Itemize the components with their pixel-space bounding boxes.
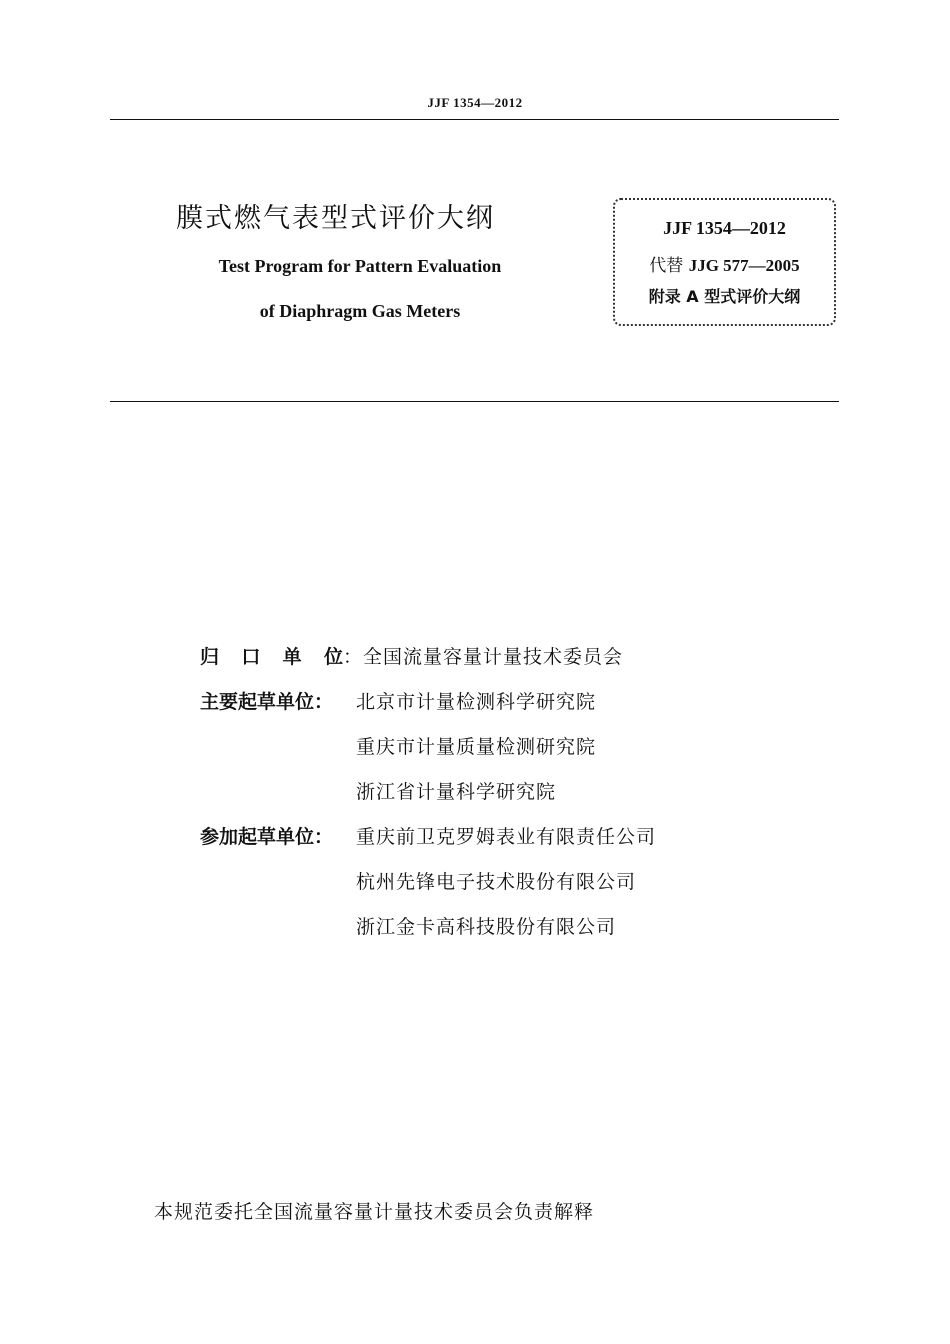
participating-unit-label: 参加起草单位： <box>200 826 334 848</box>
header-rule <box>110 119 839 120</box>
main-unit-row <box>200 768 656 813</box>
code-box-line1: JJF 1354—2012 <box>663 218 786 238</box>
code-box-line2 <box>615 251 834 276</box>
standard-code-box <box>613 198 836 326</box>
main-unit-row <box>200 678 656 723</box>
replaced-code: JJG 577—2005 <box>688 256 800 275</box>
title-english-line2: of Diaphragm Gas Meters <box>259 301 461 321</box>
participating-unit-1: 重庆前卫克罗姆表业有限责任公司 <box>356 826 657 848</box>
interpretation-note: 本规范委托全国流量容量计量技术委员会负责解释 <box>154 1201 595 1223</box>
main-unit-3: 浙江省计量科学研究院 <box>356 781 557 803</box>
participating-unit-3: 浙江金卡高科技股份有限公司 <box>356 916 617 938</box>
participating-unit-row <box>200 813 656 858</box>
section-rule <box>110 401 839 402</box>
code-box-line3: 附录 A 型式评价大纲 <box>648 287 801 306</box>
participating-unit-row <box>200 903 656 948</box>
main-unit-row <box>200 723 656 768</box>
header-standard-code: JJF 1354—2012 <box>427 95 523 110</box>
responsible-unit-value: ：全国流量容量计量技术委员会 <box>343 646 624 668</box>
participating-unit-2: 杭州先锋电子技术股份有限公司 <box>356 871 637 893</box>
title-english-line1: Test Program for Pattern Evaluation <box>218 256 502 276</box>
responsible-unit-row <box>200 633 656 678</box>
title-chinese: 膜式燃气表型式评价大纲 <box>176 203 495 234</box>
replaces-label: 代替 <box>649 256 684 276</box>
main-unit-2: 重庆市计量质量检测研究院 <box>356 736 597 758</box>
participating-unit-row <box>200 858 656 903</box>
main-unit-label: 主要起草单位： <box>200 691 334 713</box>
drafting-units <box>200 633 656 948</box>
main-unit-1: 北京市计量检测科学研究院 <box>356 691 597 713</box>
responsible-unit-label: 归 口 单 位 <box>200 646 343 668</box>
